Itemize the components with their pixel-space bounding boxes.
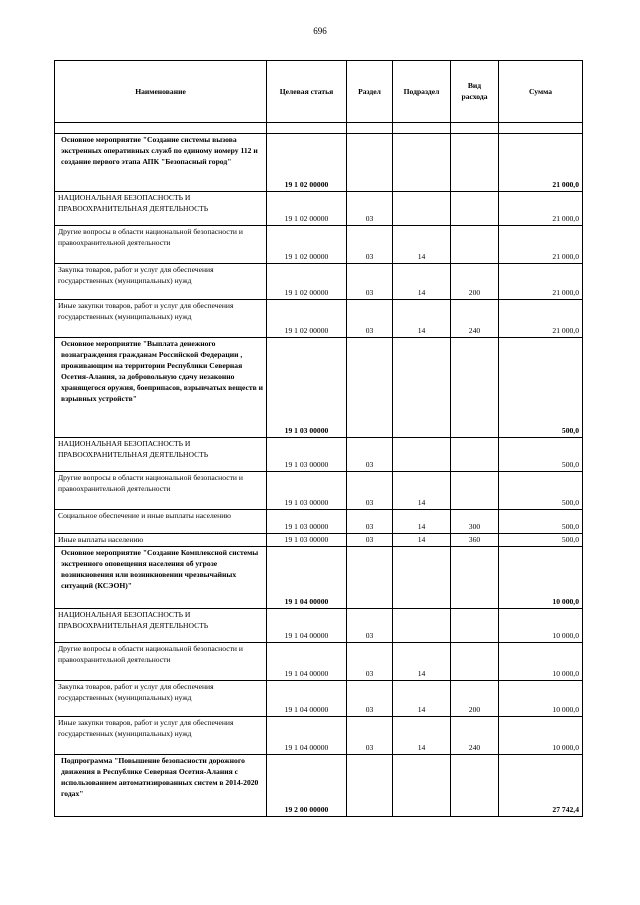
- cell-section: 03: [347, 510, 393, 534]
- table-row: [55, 472, 583, 510]
- cell-sum: 21 000,0: [499, 300, 583, 338]
- header-sum: Сумма: [499, 61, 583, 123]
- cell-expense-type: [451, 134, 499, 192]
- cell-section: [347, 134, 393, 192]
- cell-expense-type: 200: [451, 264, 499, 300]
- cell-name: НАЦИОНАЛЬНАЯ БЕЗОПАСНОСТЬ И ПРАВООХРАНИТЕЛЬНАЯ ДЕЯТЕЛЬНОСТЬ: [55, 609, 267, 643]
- cell-subsection: [393, 609, 451, 643]
- table-header: [55, 61, 583, 123]
- cell-sum: 500,0: [499, 338, 583, 438]
- cell-subsection: 14: [393, 226, 451, 264]
- cell-target-code: 19 1 04 00000: [267, 609, 347, 643]
- cell-expense-type: 300: [451, 510, 499, 534]
- cell-name: НАЦИОНАЛЬНАЯ БЕЗОПАСНОСТЬ И ПРАВООХРАНИТЕЛЬНАЯ ДЕЯТЕЛЬНОСТЬ: [55, 438, 267, 472]
- cell-section: 03: [347, 192, 393, 226]
- cell-target-code: 19 1 04 00000: [267, 717, 347, 755]
- cell-sum: 21 000,0: [499, 264, 583, 300]
- cell-target-code: 19 1 04 00000: [267, 643, 347, 681]
- header-expense-type-line2: расхода: [461, 92, 488, 101]
- table-row: [55, 192, 583, 226]
- cell-sum: 10 000,0: [499, 643, 583, 681]
- budget-table: [54, 60, 583, 817]
- table-row: [55, 510, 583, 534]
- cell-target-code: 19 1 02 00000: [267, 300, 347, 338]
- cell-name: Иные выплаты населению: [55, 534, 267, 547]
- cell-subsection: 14: [393, 643, 451, 681]
- cell-target-code: 19 1 02 00000: [267, 134, 347, 192]
- table-row: [55, 681, 583, 717]
- cell-subsection: [393, 192, 451, 226]
- header-expense-type-line1: Вид: [467, 81, 482, 90]
- table-row: [55, 547, 583, 609]
- cell-name: Закупка товаров, работ и услуг для обеспечения государственных (муниципальных) нужд: [55, 264, 267, 300]
- cell-expense-type: 360: [451, 534, 499, 547]
- cell-section: 03: [347, 264, 393, 300]
- cell-name: Иные закупки товаров, работ и услуг для обеспечения государственных (муниципальных) нужд: [55, 300, 267, 338]
- header-name: Наименование: [55, 61, 267, 123]
- spacer-row: [55, 123, 583, 134]
- cell-subsection: 14: [393, 264, 451, 300]
- cell-section: 03: [347, 226, 393, 264]
- cell-expense-type: [451, 643, 499, 681]
- cell-sum: 500,0: [499, 510, 583, 534]
- cell-sum: 10 000,0: [499, 681, 583, 717]
- table-row: [55, 755, 583, 817]
- cell-sum: 10 000,0: [499, 609, 583, 643]
- cell-sum: 500,0: [499, 534, 583, 547]
- cell-target-code: 19 1 02 00000: [267, 226, 347, 264]
- cell-sum: 500,0: [499, 438, 583, 472]
- cell-name: Закупка товаров, работ и услуг для обеспечения государственных (муниципальных) нужд: [55, 681, 267, 717]
- cell-target-code: 19 1 03 00000: [267, 438, 347, 472]
- cell-expense-type: 240: [451, 300, 499, 338]
- page-number: 696: [313, 26, 327, 36]
- cell-section: [347, 338, 393, 438]
- cell-subsection: 14: [393, 300, 451, 338]
- cell-sum: 10 000,0: [499, 547, 583, 609]
- cell-subsection: [393, 547, 451, 609]
- cell-target-code: 19 2 00 00000: [267, 755, 347, 817]
- cell-target-code: 19 1 02 00000: [267, 192, 347, 226]
- cell-expense-type: [451, 226, 499, 264]
- cell-subsection: 14: [393, 472, 451, 510]
- cell-section: 03: [347, 609, 393, 643]
- cell-subsection: 14: [393, 717, 451, 755]
- cell-sum: 21 000,0: [499, 134, 583, 192]
- cell-name: Другие вопросы в области национальной безопасности и правоохранительной деятельности: [55, 472, 267, 510]
- table-row: [55, 300, 583, 338]
- cell-section: 03: [347, 534, 393, 547]
- cell-section: 03: [347, 681, 393, 717]
- cell-subsection: 14: [393, 510, 451, 534]
- table-row: [55, 609, 583, 643]
- cell-name: НАЦИОНАЛЬНАЯ БЕЗОПАСНОСТЬ И ПРАВООХРАНИТЕЛЬНАЯ ДЕЯТЕЛЬНОСТЬ: [55, 192, 267, 226]
- table-row: [55, 264, 583, 300]
- cell-section: [347, 547, 393, 609]
- cell-section: 03: [347, 472, 393, 510]
- cell-name: Подпрограмма "Повышение безопасности дорожного движения в Республике Северная Осетия-Алания с использованием автоматизированных систем в 2014-2020 годах": [55, 755, 267, 817]
- cell-expense-type: [451, 472, 499, 510]
- header-expense-type: [451, 61, 499, 123]
- cell-sum: 21 000,0: [499, 226, 583, 264]
- cell-expense-type: [451, 438, 499, 472]
- cell-sum: 27 742,4: [499, 755, 583, 817]
- table-row: [55, 338, 583, 438]
- header-subsection: Подраздел: [393, 61, 451, 123]
- cell-expense-type: 200: [451, 681, 499, 717]
- cell-subsection: 14: [393, 681, 451, 717]
- table-body: [55, 123, 583, 817]
- header-section: Раздел: [347, 61, 393, 123]
- cell-sum: 21 000,0: [499, 192, 583, 226]
- cell-expense-type: [451, 338, 499, 438]
- cell-subsection: [393, 755, 451, 817]
- cell-subsection: [393, 134, 451, 192]
- cell-expense-type: [451, 192, 499, 226]
- cell-target-code: 19 1 03 00000: [267, 510, 347, 534]
- cell-target-code: 19 1 03 00000: [267, 534, 347, 547]
- table-row: [55, 226, 583, 264]
- cell-section: [347, 755, 393, 817]
- cell-subsection: 14: [393, 534, 451, 547]
- cell-target-code: 19 1 04 00000: [267, 547, 347, 609]
- cell-section: 03: [347, 717, 393, 755]
- cell-target-code: 19 1 03 00000: [267, 472, 347, 510]
- cell-subsection: [393, 438, 451, 472]
- cell-target-code: 19 1 03 00000: [267, 338, 347, 438]
- cell-name: Основное мероприятие "Создание Комплексной системы экстренного оповещения населения об угрозе возникновения или возникновении чрезвычайных ситуаций (КСЭОН)": [55, 547, 267, 609]
- cell-name: Основное мероприятие "Создание системы вызова экстренных оперативных служб по единому номеру 112 и создание первого этапа АПК "Безопасный город": [55, 134, 267, 192]
- cell-name: Иные закупки товаров, работ и услуг для обеспечения государственных (муниципальных) нужд: [55, 717, 267, 755]
- cell-section: 03: [347, 300, 393, 338]
- cell-sum: 500,0: [499, 472, 583, 510]
- cell-target-code: 19 1 02 00000: [267, 264, 347, 300]
- table-row: [55, 534, 583, 547]
- table-row: [55, 438, 583, 472]
- table-row: [55, 134, 583, 192]
- cell-section: 03: [347, 438, 393, 472]
- cell-expense-type: 240: [451, 717, 499, 755]
- cell-name: Основное мероприятие "Выплата денежного вознаграждения гражданам Российской Федерации , проживающим на территории Республики Северная Осетия-Алания, за добровольную сдачу незаконно хранящегося оружия, боеприпасов, взрывчатых веществ и взрывных устройств": [55, 338, 267, 438]
- cell-target-code: 19 1 04 00000: [267, 681, 347, 717]
- cell-expense-type: [451, 755, 499, 817]
- cell-name: Социальное обеспечение и иные выплаты населению: [55, 510, 267, 534]
- cell-sum: 10 000,0: [499, 717, 583, 755]
- header-code: Целевая статья: [267, 61, 347, 123]
- table-row: [55, 717, 583, 755]
- cell-section: 03: [347, 643, 393, 681]
- cell-expense-type: [451, 609, 499, 643]
- table-row: [55, 643, 583, 681]
- cell-name: Другие вопросы в области национальной безопасности и правоохранительной деятельности: [55, 226, 267, 264]
- cell-expense-type: [451, 547, 499, 609]
- cell-subsection: [393, 338, 451, 438]
- cell-name: Другие вопросы в области национальной безопасности и правоохранительной деятельности: [55, 643, 267, 681]
